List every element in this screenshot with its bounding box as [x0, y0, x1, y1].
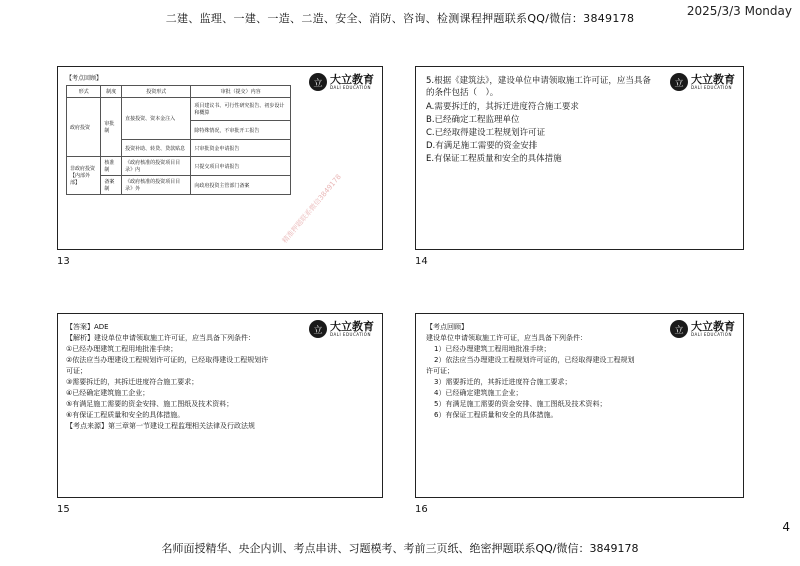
nongov-form-sub: 【内部外部】 — [70, 173, 91, 186]
footer-banner: 名师面授精华、央企内训、考点串讲、习题模考、考前三页纸、绝密押题联系QQ/微信：3849178 — [161, 542, 639, 555]
table-cell: 《政府核准的投资项目目录》内 — [122, 157, 191, 176]
option-d: D.有满足施工需要的资金安排 — [426, 141, 538, 151]
table-cell: 审批制 — [101, 98, 122, 157]
table-header-cell: 投资形式 — [122, 86, 191, 98]
logo-cn: 大立教育 — [330, 73, 374, 86]
option-b: B.已经确定工程监理单位 — [426, 115, 520, 125]
logo-en: DALI EDUCATION — [691, 332, 732, 337]
logo-en: DALI EDUCATION — [691, 85, 732, 90]
table-cell: 向政府投资主管部门备案 — [191, 176, 291, 195]
slide-15 — [57, 313, 383, 498]
table-row — [67, 176, 291, 195]
review-tag: 【考点回顾】 — [426, 323, 468, 331]
option-e: E.有保证工程质量和安全的具体措施 — [426, 154, 562, 164]
logo — [670, 320, 735, 338]
table-header-row — [67, 86, 291, 98]
slide-13 — [57, 66, 383, 250]
analysis-line: ⑤有满足施工需要的资金安排、施工图纸及技术资料； — [66, 400, 234, 408]
logo — [309, 73, 374, 91]
page-number: 4 — [782, 520, 790, 534]
table-cell: 备案制 — [101, 176, 122, 195]
logo-cn: 大立教育 — [330, 320, 374, 333]
table-cell: 除特殊情况，不审批开工报告 — [191, 121, 291, 140]
analysis-line: ③需要拆迁的，其拆迁进度符合施工要求； — [66, 378, 199, 386]
answer-line: 【答案】ADE — [66, 323, 109, 331]
question-text: 5.根据《建筑法》，建设单位申请领取施工许可证，应当具备的条件包括（ ）。 — [426, 76, 651, 98]
slide-number: 16 — [415, 504, 428, 515]
logo-icon: 立 — [309, 320, 327, 338]
table-cell: 只审批资金申请报告 — [191, 140, 291, 157]
logo-en: DALI EDUCATION — [330, 332, 371, 337]
page-date: 2025/3/3 Monday — [686, 4, 792, 18]
analysis-line: 可证； — [66, 367, 87, 375]
table-header-cell: 审批（提交）内容 — [191, 86, 291, 98]
table-cell: 政府投资 — [67, 98, 101, 157]
table-header-cell: 制度 — [101, 86, 122, 98]
source-line: 【考点来源】第三章第一节建设工程监理相关法律及行政法规 — [66, 422, 255, 430]
table-cell: 项目建议书、可行性研究报告、初步设计和概算 — [191, 98, 291, 121]
analysis-line: ②依法应当办理建设工程规划许可证的，已经取得建设工程规划许 — [66, 356, 269, 364]
table-cell — [67, 157, 101, 195]
slide-number: 14 — [415, 256, 428, 267]
review-line: 6）有保证工程质量和安全的具体措施。 — [434, 411, 558, 419]
table-cell: 《政府核准的投资项目目录》外 — [122, 176, 191, 195]
slide-number: 13 — [57, 256, 70, 267]
review-line: 2）依法应当办理建设工程规划许可证的，已经取得建设工程规划 — [434, 356, 635, 364]
table-row — [67, 157, 291, 176]
review-line: 许可证； — [426, 367, 454, 375]
table-cell: 只提交项目申请报告 — [191, 157, 291, 176]
analysis-line: ④已经确定建筑施工企业； — [66, 389, 150, 397]
table-row — [67, 98, 291, 121]
analysis-line: ⑥有保证工程质量和安全的具体措施。 — [66, 411, 185, 419]
table-header-cell: 形式 — [67, 86, 101, 98]
logo-icon: 立 — [670, 320, 688, 338]
slide-16 — [415, 313, 744, 498]
slide-14 — [415, 66, 744, 250]
logo-cn: 大立教育 — [691, 73, 735, 86]
watermark: 精准押题联系微信3849178 — [280, 172, 343, 245]
logo — [670, 73, 735, 91]
table-cell: 投资补助、转贷、贷款贴息 — [122, 140, 191, 157]
slide13-tag: 【考点回顾】 — [66, 75, 103, 82]
analysis-line: 【解析】建设单位申请领取施工许可证，应当具备下列条件： — [66, 334, 255, 342]
review-line: 建设单位申请领取施工许可证，应当具备下列条件： — [426, 334, 587, 342]
review-line: 1）已经办理建筑工程用地批准手续； — [434, 345, 551, 353]
slide-number: 15 — [57, 504, 70, 515]
review-line: 4）已经确定建筑施工企业； — [434, 389, 523, 397]
option-a: A.需要拆迁的，其拆迁进度符合施工要求 — [426, 102, 579, 112]
logo-en: DALI EDUCATION — [330, 85, 371, 90]
header-banner: 二建、监理、一建、一造、二造、安全、消防、咨询、检测课程押题联系QQ/微信：3849178 — [165, 12, 635, 25]
review-line: 3）需要拆迁的，其拆迁进度符合施工要求； — [434, 378, 572, 386]
logo-icon: 立 — [309, 73, 327, 91]
logo — [309, 320, 374, 338]
logo-cn: 大立教育 — [691, 320, 735, 333]
nongov-form: 非政府投资 — [70, 166, 96, 172]
analysis-line: ①已经办理建筑工程用地批准手续； — [66, 345, 178, 353]
table-cell: 直接投资、资本金注入 — [122, 98, 191, 140]
logo-icon: 立 — [670, 73, 688, 91]
investment-table — [66, 85, 291, 195]
review-line: 5）有满足施工需要的资金安排、施工图纸及技术资料； — [434, 400, 607, 408]
option-c: C.已经取得建设工程规划许可证 — [426, 128, 546, 138]
table-cell: 核准制 — [101, 157, 122, 176]
